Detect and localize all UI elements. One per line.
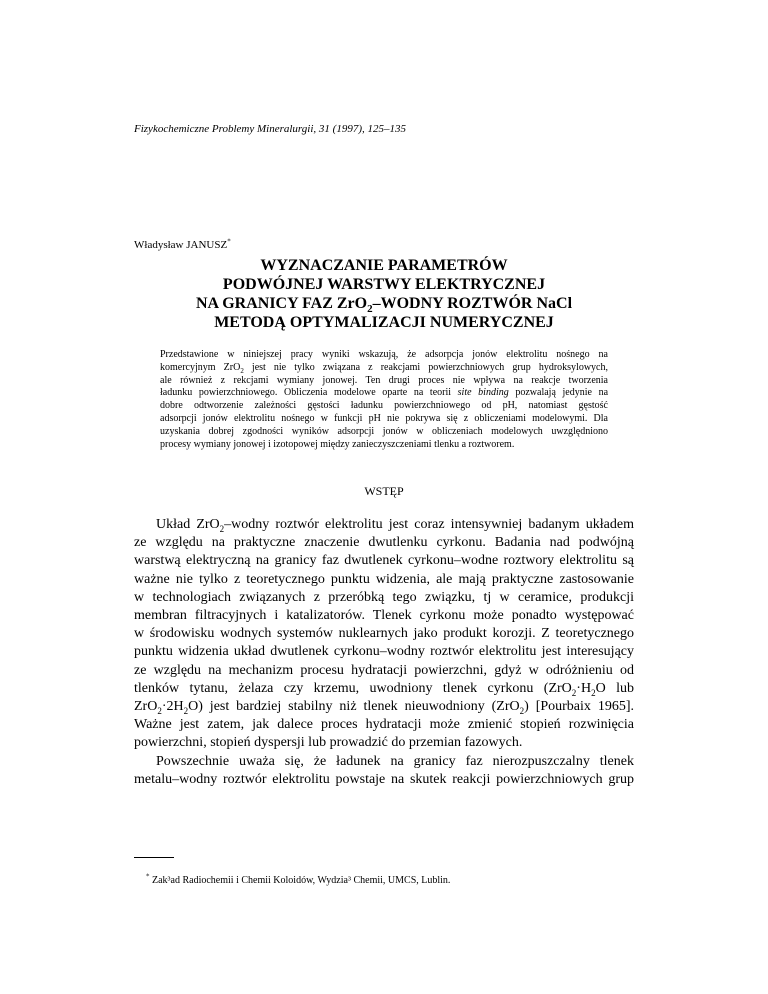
abstract-line: Przedstawione w niniejszej pracy wyniki wskazują, że adsorpcja jonów elektrolitu nośnego na	[160, 349, 608, 360]
author-footnote-mark: *	[227, 237, 231, 246]
footnote-rule	[134, 857, 174, 858]
abstract-line: ładunku powierzchniowego. Obliczenia modelowe oparte na teorii site binding pozwalają jedynie na	[160, 387, 609, 399]
journal-citation: Fizykochemiczne Problemy Mineralurgii, 31 (1997), 125–135	[134, 123, 406, 135]
section-heading: WSTĘP	[364, 484, 404, 498]
body-line: membran filtracyjnych i katalizatorów. Tlenek cyrkonu może ponadto występować	[134, 608, 634, 624]
footnote	[146, 872, 451, 887]
title-line-1: WYZNACZANIE PARAMETRÓW	[260, 257, 508, 274]
title-line-2: PODWÓJNEJ WARSTWY ELEKTRYCZNEJ	[222, 276, 546, 293]
body-line: tlenków tytanu, żelaza czy krzemu, uwodniony tlenek cyrkonu ($ZrO_2\cdot H_2O$ lub	[134, 680, 634, 698]
body-text	[134, 516, 634, 789]
body-line: ze względu na mechanizm procesu hydratacji powierzchni, gdyż w odróżnieniu od	[134, 662, 634, 678]
abstract-line: uzyskania dobrej zgodności wyników adsorpcji jonów w obliczeniach modelowych uwzględniono	[160, 425, 608, 437]
body-line: ważne nie tylko z teoretycznego punktu widzenia, ale mają praktyczne zastosowanie	[134, 571, 634, 587]
body-line: powierzchni, stopień dyspersji lub prowadzić do przemian fazowych.	[134, 735, 523, 751]
body-line: Ważne jest zatem, jak dalece proces hydratacji może zmienić stopień rozwinięcia	[134, 717, 634, 733]
abstract	[160, 349, 608, 451]
title-line-4: METODĄ OPTYMALIZACJI NUMERYCZNEJ	[214, 314, 554, 331]
title-line-3: NA GRANICY FAZ ZrO$_2$–WODNY ROZTWÓR NaCl	[195, 295, 573, 316]
abstract-line: procesy wymiany jonowej i izotopowej między zanieczyszczeniami tlenku a roztworem.	[160, 438, 515, 450]
body-line: w środowisku wodnych systemów nuklearnych jako produkt korozji. Z teoretycznego	[134, 626, 634, 642]
paper-title	[134, 256, 634, 332]
author-name: Władysław JANUSZ	[134, 239, 228, 251]
abstract-emphasis: site binding	[457, 387, 509, 399]
body-line: Układ ZrO$_2$–wodny roztwór elektrolitu jest coraz intensywniej badanym układem	[156, 517, 634, 534]
abstract-line: dobre odtworzenie zależności gęstości ładunku powierzchniowego od pH, natomiast gęstość	[160, 400, 608, 412]
footnote-text: Zak³ad Radiochemii i Chemii Koloidów, Wydzia³ Chemii, UMCS, Lublin.	[152, 875, 451, 886]
body-line: $ZrO_2\cdot 2H_2O$) jest bardziej stabilny niż tlenek nieuwodniony (ZrO$_2$) [Pourbaix 1965].	[134, 699, 634, 716]
abstract-line: ale również z rekcjami wymiany jonowej. Ten drugi proces nie wpływa na reakcje tworzenia	[160, 374, 608, 386]
body-line: Powszechnie uważa się, że ładunek na granicy faz nierozpuszczalny tlenek	[156, 753, 634, 769]
abstract-line: komercyjnym ZrO$_2$ jest nie tylko związana z reakcjami powierzchniowych grup hydroksylowych,	[160, 361, 608, 375]
author-line	[134, 238, 231, 252]
footnote-mark: *	[146, 872, 150, 881]
body-line: warstwą elektryczną na granicy faz dwutlenek cyrkonu–wodne roztwory elektrolitu są	[134, 553, 634, 569]
body-line: w technologiach związanych z przeróbką tego związku, tj w ceramice, produkcji	[134, 589, 634, 605]
body-line: metalu–wodny roztwór elektrolitu powstaje na skutek reakcji powierzchniowych grup	[134, 771, 634, 787]
body-line: ze względu na praktyczne znaczenie dwutlenku cyrkonu. Badania nad podwójną	[134, 535, 634, 551]
body-line: punktu widzenia układ dwutlenek cyrkonu–wodny roztwór elektrolitu jest interesujący	[134, 644, 634, 660]
abstract-line: adsorpcji jonów elektrolitu nośnego w funkcji pH nie pokrywa się z obliczeniami modelowymi. Dla	[160, 412, 608, 424]
